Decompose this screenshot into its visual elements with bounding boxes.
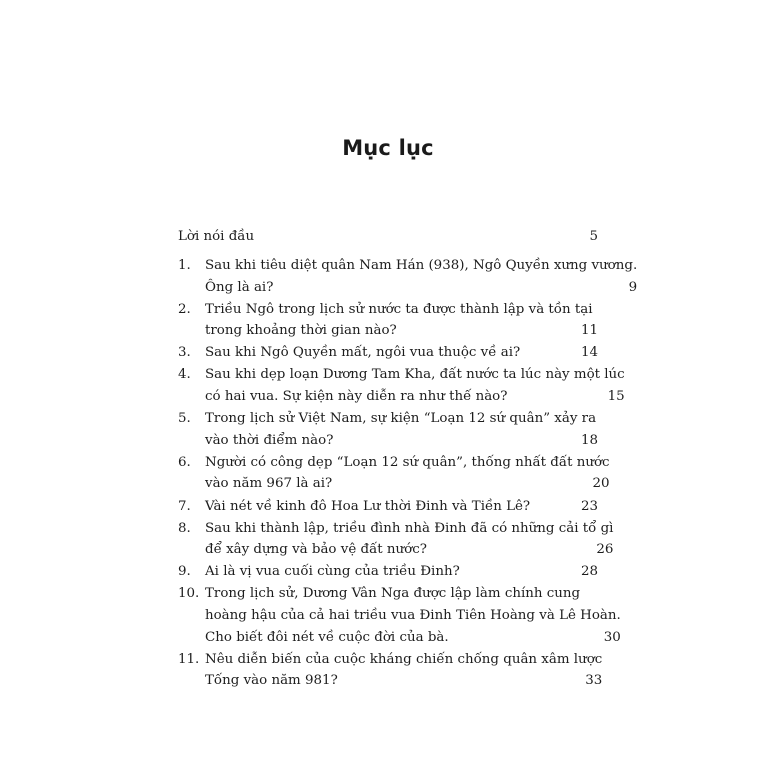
- toc-entry: [178, 364, 625, 407]
- toc-entry-page-number: 15: [607, 389, 625, 405]
- toc-entry-text-line: Triều Ngô trong lịch sử nước ta được thành lập và tồn tại: [205, 301, 593, 317]
- toc-entry-text-line: hoàng hậu của cả hai triều vua Đinh Tiên Hoàng và Lê Hoàn.: [205, 608, 621, 623]
- toc-entry-text-line: Ông là ai?: [205, 279, 274, 295]
- toc-entry-page-number: 33: [585, 673, 603, 689]
- page-title: Mục lục: [342, 136, 434, 160]
- toc-entry-text-line: Cho biết đôi nét về cuộc đời của bà.: [205, 629, 449, 645]
- toc-entry-text-line: vào thời điểm nào?: [205, 432, 334, 448]
- toc-entry-text-line: Ai là vị vua cuối cùng của triều Đinh?: [205, 564, 460, 580]
- toc-preface: [178, 226, 598, 248]
- toc-entry-page-number: 11: [580, 323, 598, 339]
- toc-entry-number: 6.: [178, 454, 191, 470]
- toc-entry-text-line: Sau khi thành lập, triều đình nhà Đinh đã có những cải tổ gì: [205, 520, 614, 536]
- toc-entry-number: 5.: [178, 411, 191, 427]
- toc-entry-number: 9.: [178, 564, 191, 580]
- toc-entry-text-line: Sau khi dẹp loạn Dương Tam Kha, đất nước ta lúc này một lúc: [205, 367, 625, 383]
- toc-entry: [178, 255, 638, 298]
- toc-list: [178, 255, 638, 692]
- toc-entry: [178, 342, 598, 364]
- toc-entry: [178, 299, 598, 342]
- toc-entry-number: 3.: [178, 345, 191, 361]
- toc-entry-text-line: trong khoảng thời gian nào?: [205, 323, 397, 339]
- toc-entry-page-number: 14: [580, 345, 598, 361]
- toc-entry-number: 10.: [178, 586, 200, 602]
- toc-entry-text-line: Trong lịch sử Việt Nam, sự kiện “Loạn 12 sứ quân” xảy ra: [205, 411, 597, 427]
- toc-entry-page-number: 23: [580, 498, 598, 514]
- toc-entry-page-number: 30: [603, 629, 621, 645]
- toc-entry-text-line: Tống vào năm 981?: [205, 673, 338, 689]
- toc-entry: [178, 408, 598, 451]
- toc-entry: [178, 583, 621, 648]
- toc-entry: [178, 518, 614, 561]
- preface-label: Lời nói đầu: [178, 229, 255, 244]
- toc-entry: [178, 649, 603, 692]
- toc-entry-number: 7.: [178, 498, 191, 514]
- toc-entry-number: 1.: [178, 258, 191, 273]
- toc-entry-number: 4.: [178, 367, 191, 383]
- toc-entry-text-line: Sau khi Ngô Quyền mất, ngôi vua thuộc về ai?: [205, 345, 521, 361]
- toc-entry-text-line: có hai vua. Sự kiện này diễn ra như thế nào?: [205, 389, 508, 405]
- toc-entry-page-number: 28: [580, 564, 598, 580]
- toc-entry-text-line: Sau khi tiêu diệt quân Nam Hán (938), Ngô Quyền xưng vương.: [205, 258, 638, 273]
- toc-entry-text-line: để xây dựng và bảo vệ đất nước?: [205, 542, 427, 558]
- toc-entry-text-line: Trong lịch sử, Dương Vân Nga được lập làm chính cung: [205, 586, 581, 602]
- toc-entry-page-number: 20: [592, 476, 610, 492]
- toc-entry-page-number: 9: [628, 279, 638, 295]
- toc-entry-text-line: vào năm 967 là ai?: [205, 476, 333, 492]
- toc-entry: [178, 561, 598, 583]
- toc-entry-text-line: Người có công dẹp “Loạn 12 sứ quân”, thống nhất đất nước: [205, 454, 610, 470]
- toc-entry: [178, 452, 610, 495]
- toc-entry: [178, 496, 598, 518]
- toc-entry-number: 8.: [178, 520, 191, 536]
- toc-entry-text-line: Nêu diễn biến của cuộc kháng chiến chống quân xâm lược: [205, 651, 603, 667]
- toc-entry-page-number: 18: [580, 432, 598, 448]
- preface-page-number: 5: [589, 229, 598, 244]
- toc-entry-number: 11.: [178, 651, 200, 667]
- toc-entry-page-number: 26: [596, 542, 614, 558]
- toc-entry-number: 2.: [178, 301, 191, 317]
- toc-entry-text-line: Vài nét về kinh đô Hoa Lư thời Đinh và Tiền Lê?: [205, 498, 531, 514]
